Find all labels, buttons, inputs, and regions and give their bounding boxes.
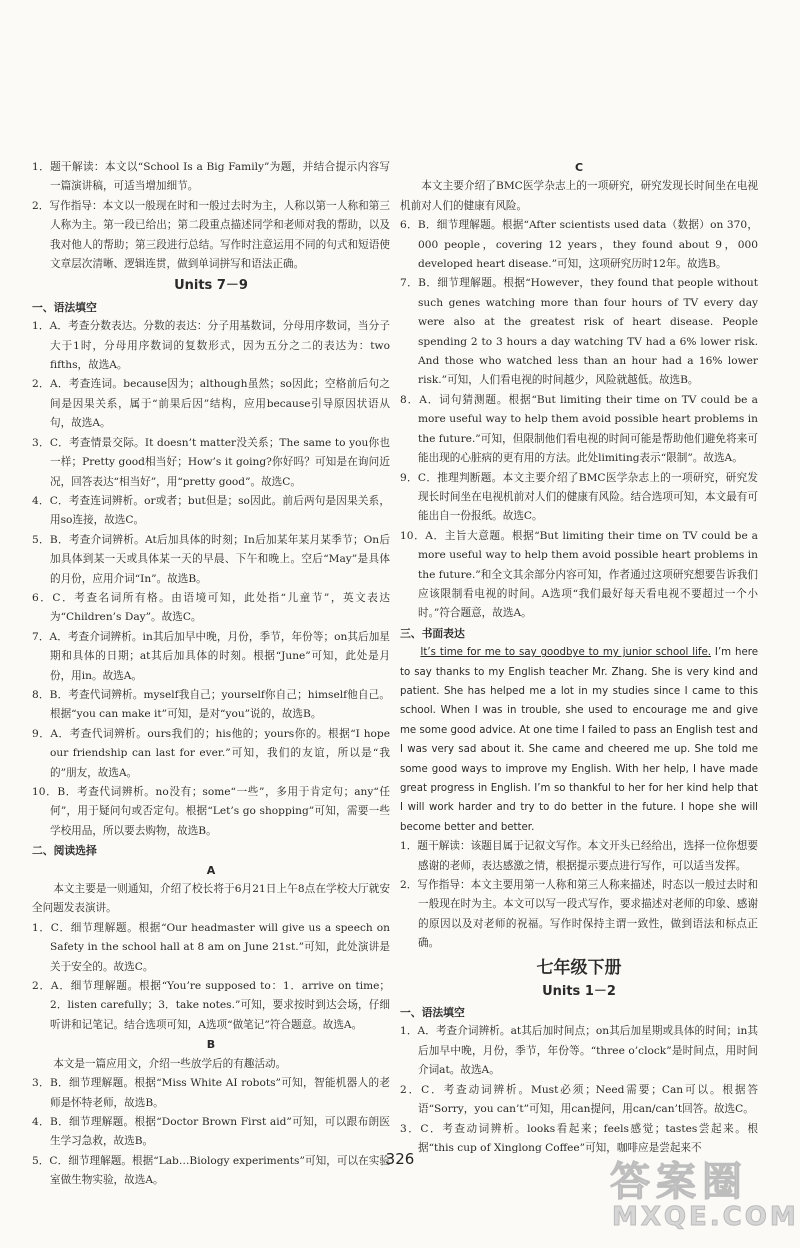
passage-label: B [206,1038,216,1052]
essay-body: I’m here to say thanks to my English teacher Mr. Zhang. She is very kind and patient. She has helped me a lot in my studies since I came to this school. When I was in trouble, she used to encourage me and give me some good advice. At one time I failed to pass an English test and I was very sad about it. She came and cheered me up. She told me some good ways to improve my English. With her help, I have made great progress in English. I’m so thankful to her for her kind help that I will work harder and try to do better in the future. I hope she will become better and better. [400,647,758,833]
answer-item: 2．A．考查连词。because因为；although虽然；so因此；空格前后句之间是因果关系，属于“前果后因”结构，应用because引导原因状语从句，故选A。 [32,378,390,430]
answer-item: 3．B．细节理解题。根据“Miss White AI robots”可知，智能机器人的老师是怀特老师，故选B。 [32,1077,390,1109]
watermark-text: 答案圈 [610,1159,748,1205]
answer-item: 9．C．推理判断题。本文主要介绍了BMC医学杂志上的一项研究，研究发现长时间坐在电视机前对人们的健康有风险。结合选项可知，本文最有可能出自一份报纸。故选C。 [400,471,758,523]
answer-item: 3．C．考查情景交际。It doesn’t matter没关系；The same to you你也一样；Pretty good相当好；How’s it going?你好吗？可知是在询问近况，回答表达“相当好”，用“pretty good”。故选C。 [32,436,390,488]
answer-item: 7．A．考查介词辨析。in其后加早中晚，月份，季节，年份等；on其后加星期和具体的日期；at其后加具体的时刻。根据“June”可知，此处是月份，用in。故选A。 [32,630,390,682]
section-heading-grammar: 一、语法填空 [400,1006,465,1020]
section-heading-grammar: 一、语法填空 [32,300,97,314]
answer-item: 4．B．细节理解题。根据“Doctor Brown First aid”可知，可以跟布朗医生学习急救，故选B。 [32,1115,390,1148]
answer-item: 1．A．考查分数表达。分数的表达：分子用基数词，分母用序数词，当分子大于1时，分母用序数词的复数形式，因为五分之二的表达为：two fifths，故选A。 [32,320,390,372]
answer-item: 10．A．主旨大意题。根据“But limiting their time on TV could be a more useful way to help them avoid possible heart problems in the future.”和全文其余部分内容可知，作者通过这项研究想要告诉我们应该限制看电视的时间。A选项“我们最好每天看电视不要超过一个小时。”符合题意，故选A。 [400,529,758,620]
writing-item-1: 1．题干解读：本文以“School Is a Big Family”为题，并结合提示内容写一篇演讲稿，可适当增加细节。 [32,161,390,193]
answer-item: 6．B．细节理解题。根据“After scientists used data（数据）on 370，000 people，covering 12 years，they found about 9，000 developed heart disease.”可知，这项研究历时12年。故选B。 [400,219,758,271]
answer-item: 1．A．考查介词辨析。at其后加时间点；on其后加星期或具体的时间；in其后加早中晚，月份，季节，年份等。“three o’clock”是时间点，用时间介词at。故选A。 [400,1025,758,1077]
answer-item: 1．C．细节理解题。根据“Our headmaster will give us a speech on Safety in the school hall at 8 am on June 21st.”可知，此处演讲是关于安全的。故选C。 [32,921,390,973]
grade-heading: 七年级下册 [536,957,622,978]
writing-item-1: 1．题干解读：该题目属于记叙文写作。本文开头已经给出，选择一位你想要感谢的老师，表达感激之情，根据提示要点进行写作，可以适当发挥。 [400,840,758,872]
answer-item: 7．B．细节理解题。根据“However，they found that people without such genes watching more than four hours of TV every day were also at the greatest risk of heart disease. People spending 2 to 3 hours a day watching TV had a 6% lower risk. And those who watched less than an hour had a 16% lower risk.”可知，人们看电视的时间越少，风险就越低。故选B。 [400,277,758,387]
answer-item: 5．C．细节理解题。根据“Lab…Biology experiments”可知，可以在实验室做生物实验，故选A。 [32,1154,390,1187]
answer-item: 2．C．考查动词辨析。Must必须；Need需要；Can可以。根据答语“Sorry，you can’t”可知，用can提问，用can/can’t回答。故选C。 [400,1083,758,1116]
section-heading-reading: 二、阅读选择 [32,844,97,858]
writing-item-2: 2．写作指导：本文主要用第一人称和第三人称来描述，时态以一般过去时和一般现在时为主。本文可以写一段式写作，要求描述对老师的印象、感谢的原因以及对老师的祝福。写作时保持主谓一致性，做到语法和标点正确。 [400,879,758,950]
answer-item: 6．C．考查名词所有格。由语境可知，此处指“儿童节”，英文表达为“Children’s Day”。故选C。 [32,591,390,624]
passage-summary: 本文是一篇应用文，介绍一些放学后的有趣活动。 [53,1057,287,1070]
page-number: 326 [385,1150,415,1168]
passage-summary: 本文主要介绍了BMC医学杂志上的一项研究，研究发现长时间坐在电视机前对人们的健康有风险。 [400,180,758,212]
model-essay [400,643,758,837]
writing-item-2: 2．写作指导：本文以一般现在时和一般过去时为主，人称以第一人称和第三人称为主。第一段已给出；第二段重点描述同学和老师对我的帮助，以及我对他人的帮助；第三段进行总结。写作时注意运用不同的句式和短语使文章层次清晰、逻辑连贯，做到单词拼写和语法正确。 [32,199,390,271]
passage-summary: 本文主要是一则通知，介绍了校长将于6月21日上午8点在学校大厅就安全问题发表演讲。 [32,883,390,915]
passage-label: C [574,161,584,174]
answer-item: 10．B．考查代词辨析。no没有；some“一些”，多用于肯定句；any“任何”，用于疑问句或否定句。根据“Let’s go shopping”可知，需要一些学校用品，所以要去购物，故选B。 [32,786,390,837]
right-column [400,158,758,1158]
essay-given-opening: It’s time for me to say goodbye to my junior school life. [420,647,711,659]
answer-item: 5．B．考查介词辨析。At后加具体的时刻；In后加某年某月某季节；On后加具体到某一天或具体某一天的早晨、下午和晚上。空后“May”是具体的月份，应用介词“In”。故选B。 [32,533,390,585]
left-column [32,158,390,1191]
answer-item: 4．C．考查连词辨析。or或者；but但是；so因此。前后两句是因果关系，用so连接，故选C。 [32,494,390,527]
units-heading: Units 7－9 [174,278,248,294]
units-heading: Units 1－2 [542,983,616,999]
answer-item: 2．A．细节理解题。根据“You’re supposed to：1．arrive on time；2．listen carefully；3．take notes.”可知，要求按时到达会场，仔细听讲和记笔记。结合选项可知，A选项“做笔记”符合题意。故选A。 [32,980,390,1031]
answer-item: 3．C．考查动词辨析。looks看起来；feels感觉；tastes尝起来。根据“this cup of Xinglong Coffee”可知，咖啡应是尝起来不 [400,1122,758,1154]
answer-item: 9．A．考查代词辨析。ours我们的；his他的；yours你的。根据“I hope our friendship can last for ever.”可知，我们的友谊，所以是“我的”朋友，故选A。 [32,727,390,779]
watermark-logo [590,1150,799,1240]
answer-item: 8．B．考查代词辨析。myself我自己；yourself你自己；himself他自己。根据“you can make it”可知，是对“you”说的，故选B。 [32,688,390,721]
watermark-url: MXQE.COM [612,1202,799,1232]
answer-item: 8．A．词句猜测题。根据“But limiting their time on TV could be a more useful way to help them avoid possible heart problems in the future.”可知，但限制他们看电视的时间可能是帮助他们避免将来可能出现的心脏病的更有用的方法。此处limiting表示“限制”。故选A。 [400,393,758,465]
section-heading-writing: 三、书面表达 [400,626,465,640]
passage-label: A [206,863,216,877]
